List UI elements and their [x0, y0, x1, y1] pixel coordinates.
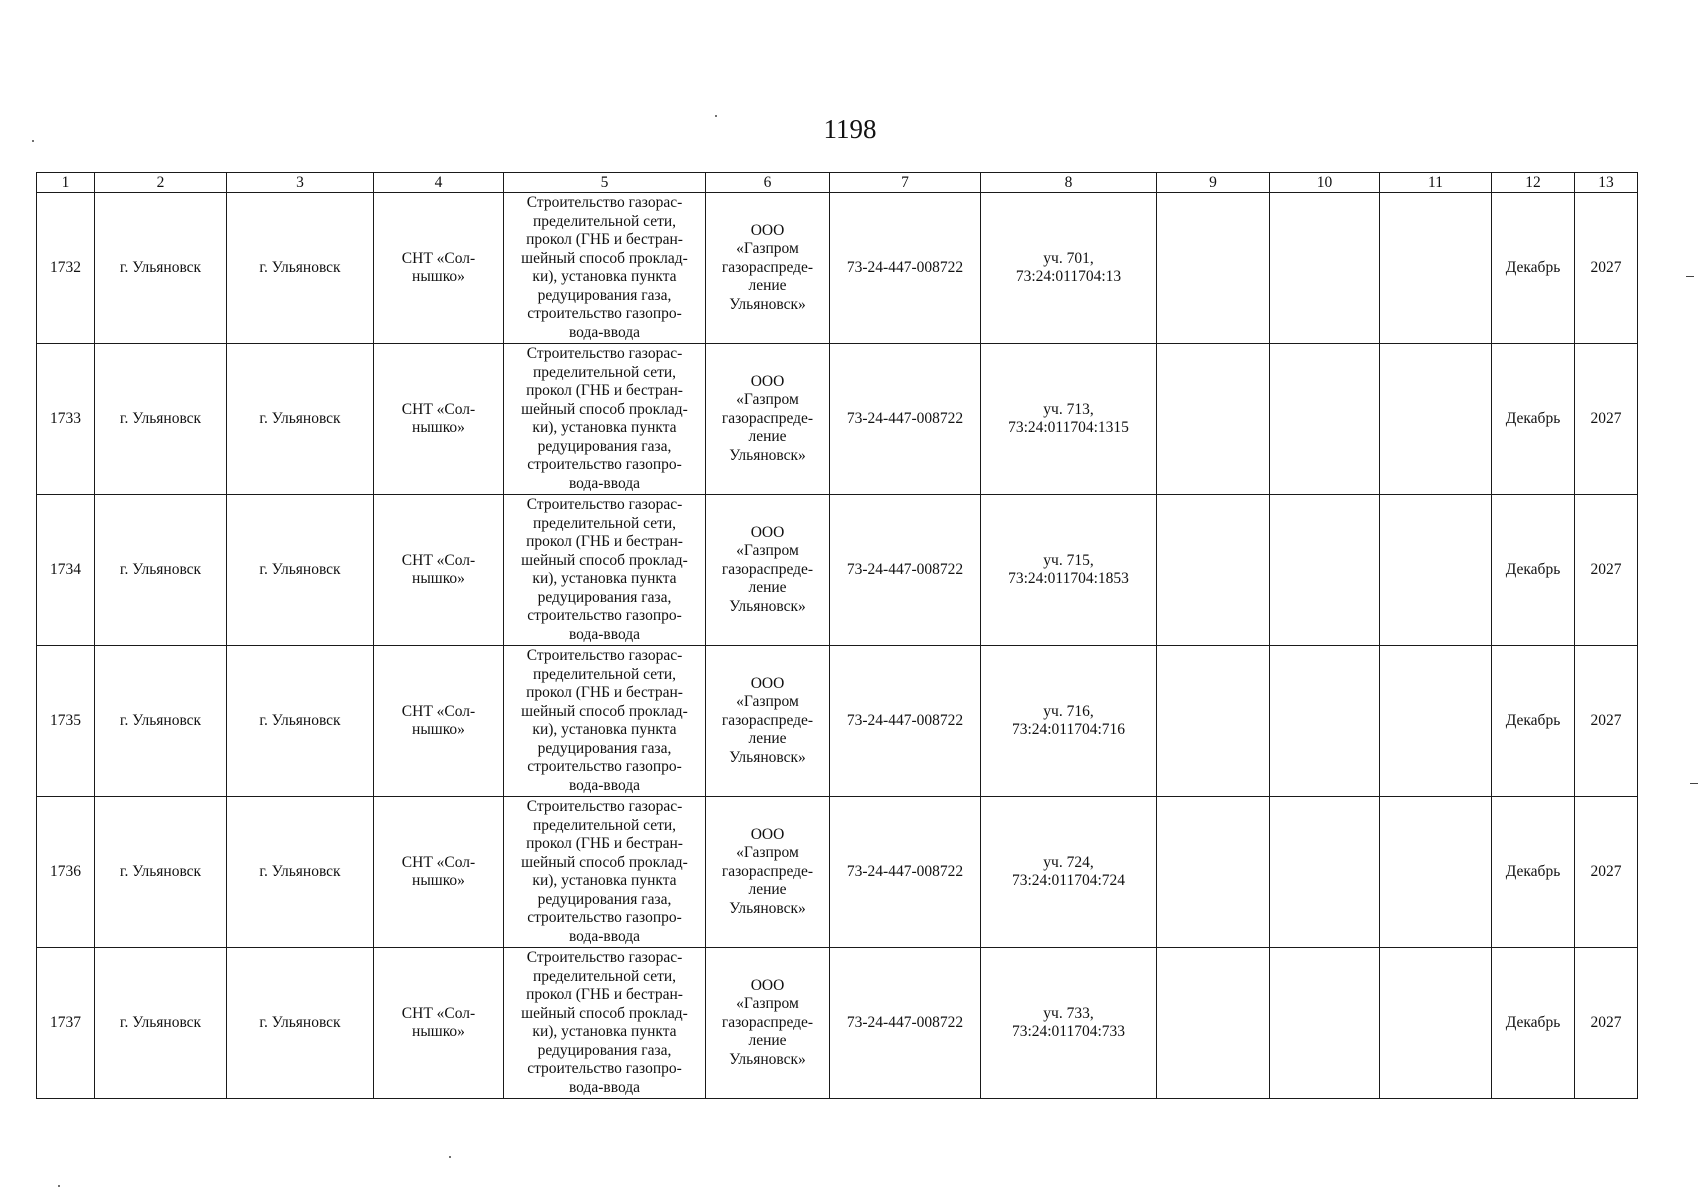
cell-month: Декабрь	[1492, 797, 1575, 948]
cell-work-description-line: строительство газопро-	[527, 1060, 682, 1077]
cell-location	[374, 344, 504, 495]
cell-work-description-line: редуцирования газа,	[537, 588, 672, 606]
cell-organization-line: «Газпром	[736, 844, 799, 862]
cell-organization-line: ление	[748, 1032, 787, 1050]
cell-col-10	[1270, 495, 1380, 646]
cell-organization-line: газораспреде-	[721, 1013, 814, 1031]
cell-number: 1736	[37, 797, 95, 948]
cell-organization-line: «Газпром	[736, 391, 799, 409]
column-number-5: 5	[504, 173, 706, 193]
cell-work-description-line: прокол (ГНБ и бестран-	[526, 986, 683, 1003]
cell-work-description	[504, 495, 706, 646]
column-number-8: 8	[981, 173, 1157, 193]
scan-speck	[1690, 783, 1698, 784]
cell-parcel	[981, 646, 1157, 797]
cell-settlement: г. Ульяновск	[227, 344, 374, 495]
cell-work-description-line: пределительной сети,	[532, 212, 677, 230]
cell-work-description	[504, 193, 706, 344]
cell-location-line: СНТ «Сол-	[401, 853, 476, 871]
cell-col-11	[1380, 344, 1492, 495]
cell-work-description-line: шейный способ проклад-	[521, 551, 688, 569]
cell-parcel-line: 73:24:011704:724	[1011, 872, 1126, 889]
cell-work-description-line: ки), установка пункта	[532, 570, 677, 587]
cell-code: 73-24-447-008722	[830, 193, 981, 344]
cell-location	[374, 948, 504, 1099]
cell-work-description-line: редуцирования газа,	[537, 739, 672, 757]
cell-work-description	[504, 646, 706, 797]
cell-parcel	[981, 344, 1157, 495]
cell-settlement: г. Ульяновск	[227, 797, 374, 948]
cell-work-description-line: шейный способ проклад-	[521, 249, 688, 267]
cell-work-description-line: пределительной сети,	[532, 514, 677, 532]
column-number-1: 1	[37, 173, 95, 193]
cell-code: 73-24-447-008722	[830, 948, 981, 1099]
cell-number: 1737	[37, 948, 95, 1099]
cell-col-9	[1157, 646, 1270, 797]
column-number-2: 2	[95, 173, 227, 193]
cell-work-description-line: ки), установка пункта	[532, 721, 677, 738]
cell-work-description-line: Строительство газорас-	[526, 647, 683, 664]
cell-work-description	[504, 344, 706, 495]
cell-col-10	[1270, 948, 1380, 1099]
cell-year: 2027	[1575, 646, 1638, 797]
cell-col-10	[1270, 344, 1380, 495]
cell-organization-line: ООО	[750, 674, 785, 692]
cell-work-description-line: ки), установка пункта	[532, 268, 677, 285]
scan-speck	[715, 115, 717, 117]
cell-work-description-line: строительство газопро-	[527, 305, 682, 322]
cell-parcel-line: 73:24:011704:1853	[1008, 570, 1129, 587]
cell-work-description-line: ки), установка пункта	[532, 872, 677, 889]
cell-location	[374, 193, 504, 344]
column-number-13: 13	[1575, 173, 1638, 193]
cell-work-description-line: вода-ввода	[568, 1078, 641, 1096]
cell-organization-line: ление	[748, 730, 787, 748]
cell-organization-line: ление	[748, 881, 787, 899]
cell-organization-line: газораспреде-	[721, 560, 814, 578]
cell-organization-line: Ульяновск»	[729, 295, 806, 313]
cell-location	[374, 646, 504, 797]
cell-location-line: СНТ «Сол-	[401, 400, 476, 418]
cell-parcel	[981, 948, 1157, 1099]
cell-work-description-line: редуцирования газа,	[537, 286, 672, 304]
cell-location-line: нышко»	[412, 419, 465, 436]
column-number-4: 4	[374, 173, 504, 193]
cell-work-description-line: пределительной сети,	[532, 816, 677, 834]
scan-speck	[32, 140, 34, 142]
cell-organization-line: ООО	[750, 976, 785, 994]
cell-district: г. Ульяновск	[95, 797, 227, 948]
cell-work-description-line: прокол (ГНБ и бестран-	[526, 231, 683, 248]
cell-location-line: СНТ «Сол-	[401, 1004, 476, 1022]
cell-organization-line: ООО	[750, 523, 785, 541]
cell-organization-line: Ульяновск»	[729, 899, 806, 917]
cell-organization-line: Ульяновск»	[729, 1050, 806, 1068]
cell-settlement: г. Ульяновск	[227, 646, 374, 797]
cell-number: 1732	[37, 193, 95, 344]
cell-location-line: нышко»	[412, 1023, 465, 1040]
cell-col-9	[1157, 797, 1270, 948]
cell-work-description-line: Строительство газорас-	[526, 345, 683, 362]
cell-organization	[706, 344, 830, 495]
cell-location-line: нышко»	[412, 721, 465, 738]
cell-work-description-line: Строительство газорас-	[526, 194, 683, 211]
cell-organization-line: ООО	[750, 372, 785, 390]
cell-work-description-line: вода-ввода	[568, 927, 641, 945]
cell-code: 73-24-447-008722	[830, 344, 981, 495]
cell-parcel	[981, 797, 1157, 948]
cell-month: Декабрь	[1492, 344, 1575, 495]
cell-organization-line: Ульяновск»	[729, 748, 806, 766]
cell-parcel-line: уч. 716,	[1043, 702, 1094, 720]
cell-year: 2027	[1575, 495, 1638, 646]
cell-organization-line: «Газпром	[736, 693, 799, 711]
cell-code: 73-24-447-008722	[830, 495, 981, 646]
cell-work-description-line: шейный способ проклад-	[521, 853, 688, 871]
cell-district: г. Ульяновск	[95, 344, 227, 495]
cell-work-description-line: шейный способ проклад-	[521, 702, 688, 720]
cell-settlement: г. Ульяновск	[227, 948, 374, 1099]
cell-organization-line: ление	[748, 428, 787, 446]
cell-number: 1733	[37, 344, 95, 495]
cell-parcel-line: 73:24:011704:716	[1011, 721, 1126, 738]
scan-speck	[1686, 276, 1694, 277]
cell-parcel-line: уч. 713,	[1043, 400, 1094, 418]
cell-parcel-line: уч. 733,	[1043, 1004, 1094, 1022]
cell-organization	[706, 797, 830, 948]
cell-work-description-line: Строительство газорас-	[526, 949, 683, 966]
cell-settlement: г. Ульяновск	[227, 495, 374, 646]
table-row	[37, 495, 1638, 646]
cell-organization	[706, 193, 830, 344]
cell-work-description-line: вода-ввода	[568, 776, 641, 794]
column-number-row	[37, 173, 1638, 193]
cell-month: Декабрь	[1492, 646, 1575, 797]
scan-speck	[449, 1156, 451, 1158]
cell-organization-line: ление	[748, 579, 787, 597]
cell-organization-line: газораспреде-	[721, 258, 814, 276]
data-table	[36, 172, 1638, 1099]
table-row	[37, 948, 1638, 1099]
column-number-10: 10	[1270, 173, 1380, 193]
cell-organization-line: ООО	[750, 221, 785, 239]
cell-month: Декабрь	[1492, 495, 1575, 646]
cell-work-description-line: строительство газопро-	[527, 758, 682, 775]
cell-col-11	[1380, 193, 1492, 344]
cell-parcel-line: уч. 715,	[1043, 551, 1094, 569]
cell-work-description-line: пределительной сети,	[532, 665, 677, 683]
cell-work-description-line: Строительство газорас-	[526, 798, 683, 815]
cell-code: 73-24-447-008722	[830, 646, 981, 797]
cell-year: 2027	[1575, 344, 1638, 495]
cell-location	[374, 797, 504, 948]
cell-year: 2027	[1575, 797, 1638, 948]
cell-parcel-line: уч. 701,	[1043, 249, 1094, 267]
cell-organization-line: «Газпром	[736, 240, 799, 258]
cell-code: 73-24-447-008722	[830, 797, 981, 948]
cell-work-description-line: шейный способ проклад-	[521, 400, 688, 418]
cell-settlement: г. Ульяновск	[227, 193, 374, 344]
cell-location-line: СНТ «Сол-	[401, 249, 476, 267]
table-row	[37, 193, 1638, 344]
cell-organization-line: газораспреде-	[721, 711, 814, 729]
cell-parcel-line: 73:24:011704:13	[1015, 268, 1122, 285]
cell-organization-line: «Газпром	[736, 995, 799, 1013]
cell-work-description-line: ки), установка пункта	[532, 419, 677, 436]
cell-col-11	[1380, 646, 1492, 797]
cell-organization-line: газораспреде-	[721, 862, 814, 880]
cell-district: г. Ульяновск	[95, 193, 227, 344]
cell-work-description-line: ки), установка пункта	[532, 1023, 677, 1040]
cell-location-line: нышко»	[412, 268, 465, 285]
cell-parcel-line: 73:24:011704:1315	[1008, 419, 1129, 436]
cell-organization-line: газораспреде-	[721, 409, 814, 427]
cell-year: 2027	[1575, 948, 1638, 1099]
cell-work-description	[504, 797, 706, 948]
cell-organization	[706, 495, 830, 646]
cell-number: 1735	[37, 646, 95, 797]
cell-work-description-line: прокол (ГНБ и бестран-	[526, 835, 683, 852]
cell-year: 2027	[1575, 193, 1638, 344]
cell-work-description-line: прокол (ГНБ и бестран-	[526, 533, 683, 550]
table-row	[37, 646, 1638, 797]
cell-organization-line: ООО	[750, 825, 785, 843]
cell-organization-line: ление	[748, 277, 787, 295]
cell-col-9	[1157, 948, 1270, 1099]
cell-work-description-line: пределительной сети,	[532, 363, 677, 381]
column-number-12: 12	[1492, 173, 1575, 193]
cell-col-10	[1270, 797, 1380, 948]
cell-col-11	[1380, 797, 1492, 948]
cell-district: г. Ульяновск	[95, 948, 227, 1099]
cell-location-line: нышко»	[412, 570, 465, 587]
cell-work-description-line: вода-ввода	[568, 323, 641, 341]
cell-district: г. Ульяновск	[95, 495, 227, 646]
cell-number: 1734	[37, 495, 95, 646]
scan-speck	[58, 1185, 60, 1187]
table-body	[37, 193, 1638, 1099]
page-number: 1198	[823, 114, 877, 144]
cell-work-description	[504, 948, 706, 1099]
cell-parcel	[981, 193, 1157, 344]
cell-parcel	[981, 495, 1157, 646]
column-number-7: 7	[830, 173, 981, 193]
cell-work-description-line: строительство газопро-	[527, 909, 682, 926]
cell-organization-line: «Газпром	[736, 542, 799, 560]
table-row	[37, 797, 1638, 948]
cell-work-description-line: прокол (ГНБ и бестран-	[526, 382, 683, 399]
cell-parcel-line: уч. 724,	[1043, 853, 1094, 871]
cell-work-description-line: вода-ввода	[568, 474, 641, 492]
cell-work-description-line: редуцирования газа,	[537, 1041, 672, 1059]
cell-col-9	[1157, 193, 1270, 344]
cell-organization-line: Ульяновск»	[729, 446, 806, 464]
cell-work-description-line: строительство газопро-	[527, 607, 682, 624]
cell-col-11	[1380, 948, 1492, 1099]
cell-location	[374, 495, 504, 646]
cell-work-description-line: прокол (ГНБ и бестран-	[526, 684, 683, 701]
column-number-6: 6	[706, 173, 830, 193]
cell-location-line: нышко»	[412, 872, 465, 889]
cell-location-line: СНТ «Сол-	[401, 551, 476, 569]
cell-organization	[706, 948, 830, 1099]
column-number-9: 9	[1157, 173, 1270, 193]
cell-organization-line: Ульяновск»	[729, 597, 806, 615]
cell-col-10	[1270, 193, 1380, 344]
column-number-11: 11	[1380, 173, 1492, 193]
cell-col-11	[1380, 495, 1492, 646]
cell-month: Декабрь	[1492, 193, 1575, 344]
table-row	[37, 344, 1638, 495]
cell-month: Декабрь	[1492, 948, 1575, 1099]
cell-district: г. Ульяновск	[95, 646, 227, 797]
cell-work-description-line: пределительной сети,	[532, 967, 677, 985]
cell-location-line: СНТ «Сол-	[401, 702, 476, 720]
cell-work-description-line: шейный способ проклад-	[521, 1004, 688, 1022]
cell-work-description-line: строительство газопро-	[527, 456, 682, 473]
cell-organization	[706, 646, 830, 797]
cell-parcel-line: 73:24:011704:733	[1011, 1023, 1126, 1040]
column-number-3: 3	[227, 173, 374, 193]
cell-col-10	[1270, 646, 1380, 797]
cell-col-9	[1157, 344, 1270, 495]
cell-col-9	[1157, 495, 1270, 646]
cell-work-description-line: вода-ввода	[568, 625, 641, 643]
cell-work-description-line: Строительство газорас-	[526, 496, 683, 513]
cell-work-description-line: редуцирования газа,	[537, 890, 672, 908]
cell-work-description-line: редуцирования газа,	[537, 437, 672, 455]
